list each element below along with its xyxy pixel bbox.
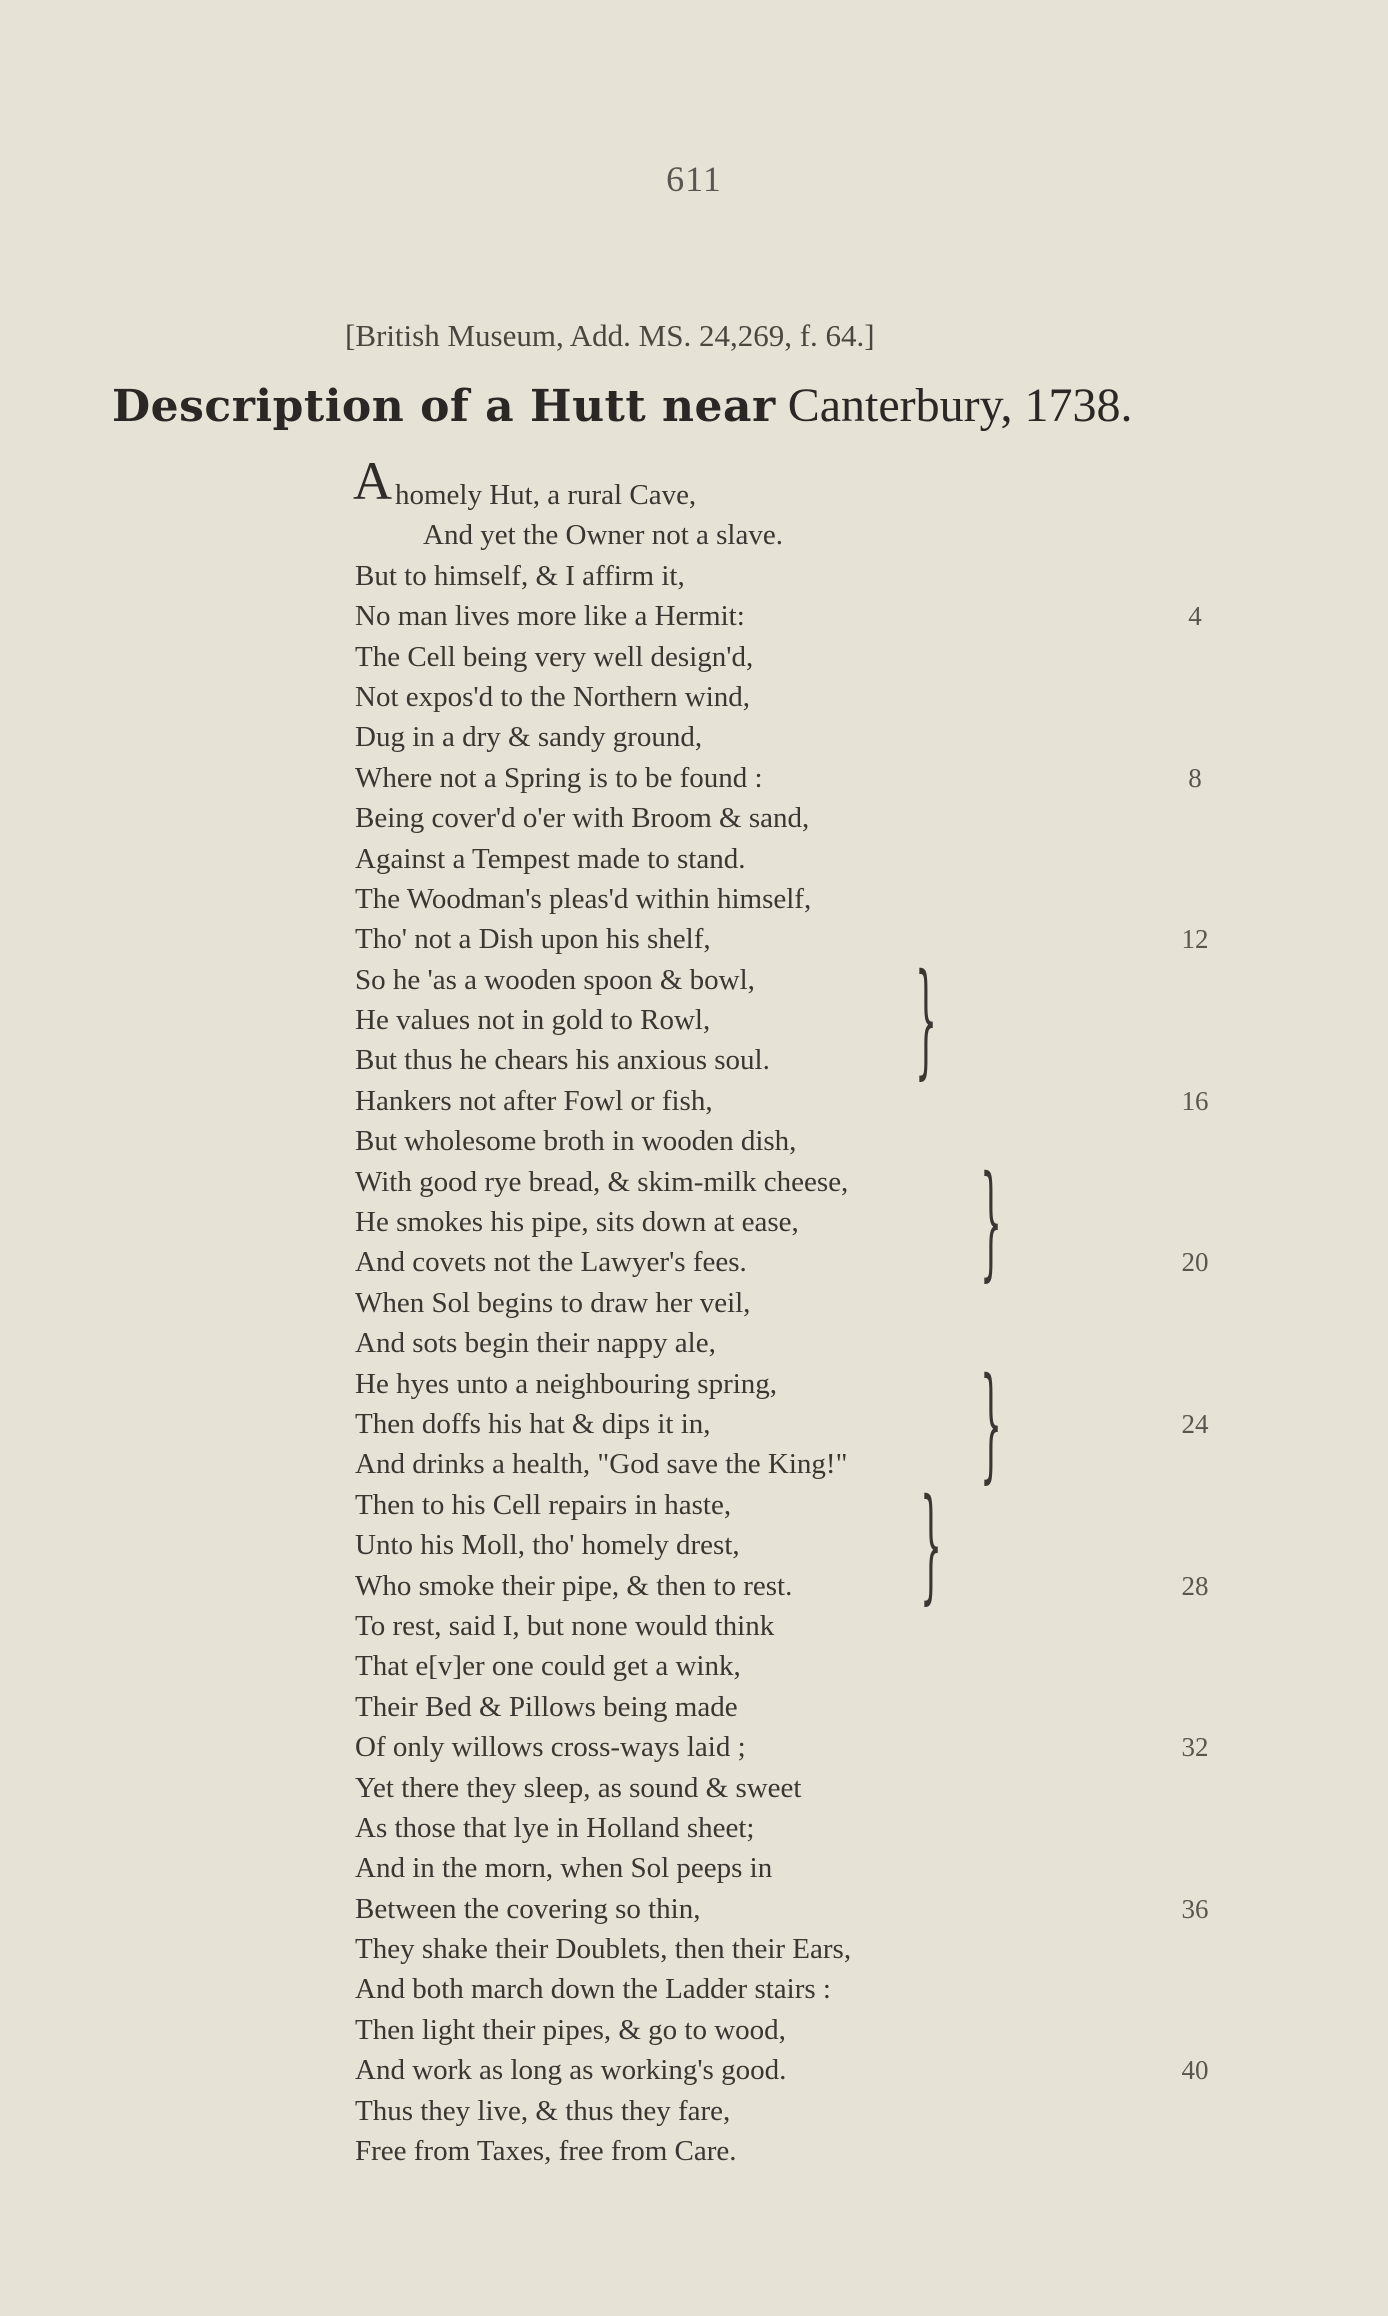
poem-line-text: Then light their pipes, & go to wood, bbox=[355, 2013, 786, 2046]
poem-line bbox=[353, 451, 1235, 515]
brace-mark: } bbox=[915, 947, 938, 1092]
source-citation: [British Museum, Add. MS. 24,269, f. 64.] bbox=[345, 318, 875, 353]
line-number: 20 bbox=[1181, 1247, 1209, 1278]
poem-line bbox=[355, 1202, 1235, 1242]
poem-line-text: Unto his Moll, tho' homely drest, bbox=[355, 1529, 740, 1562]
line-number: 8 bbox=[1188, 762, 1202, 793]
poem-line-text: He hyes unto a neighbouring spring, bbox=[355, 1367, 778, 1400]
poem-line bbox=[355, 879, 1235, 919]
poem-line bbox=[355, 1727, 1235, 1767]
poem-line bbox=[355, 596, 1235, 636]
poem-line-text: Where not a Spring is to be found : bbox=[355, 761, 763, 794]
poem-line-text: The Cell being very well design'd, bbox=[355, 640, 754, 673]
poem-line bbox=[355, 1444, 1235, 1484]
poem-line-text: Of only willows cross-ways laid ; bbox=[355, 1731, 746, 1764]
poem-line bbox=[355, 556, 1235, 596]
poem-line-text: Their Bed & Pillows being made bbox=[355, 1690, 738, 1723]
poem-line-text: When Sol begins to draw her veil, bbox=[355, 1286, 751, 1319]
poem-line-text: He smokes his pipe, sits down at ease, bbox=[355, 1206, 799, 1239]
poem-line bbox=[355, 1485, 1235, 1525]
poem-line bbox=[355, 2131, 1235, 2171]
poem bbox=[353, 451, 1235, 2171]
line-number: 4 bbox=[1188, 601, 1202, 632]
poem-line bbox=[355, 1162, 1235, 1202]
page-number: 611 bbox=[666, 159, 722, 199]
poem-line bbox=[355, 798, 1235, 838]
poem-line-text: Then doffs his hat & dips it in, bbox=[355, 1407, 711, 1440]
title-roman: Canterbury, 1738. bbox=[775, 379, 1133, 432]
brace-mark: } bbox=[980, 1149, 1003, 1294]
poem-line-text: And covets not the Lawyer's fees. bbox=[355, 1246, 747, 1279]
poem-line-text: And both march down the Ladder stairs : bbox=[355, 1973, 831, 2006]
poem-line-text: Between the covering so thin, bbox=[355, 1892, 701, 1925]
poem-line bbox=[355, 677, 1235, 717]
poem-line-text: Then to his Cell repairs in haste, bbox=[355, 1488, 732, 1521]
poem-line-text: Being cover'd o'er with Broom & sand, bbox=[355, 802, 810, 835]
poem-line bbox=[355, 1808, 1235, 1848]
poem-line bbox=[355, 1566, 1235, 1606]
poem-line-text: Hankers not after Fowl or fish, bbox=[355, 1084, 713, 1117]
poem-line bbox=[355, 1606, 1235, 1646]
poem-line-text: Thus they live, & thus they fare, bbox=[355, 2094, 731, 2127]
poem-line-text: That e[v]er one could get a wink, bbox=[355, 1650, 741, 1683]
line-number: 32 bbox=[1181, 1732, 1209, 1763]
poem-line-text: homely Hut, a rural Cave, bbox=[395, 479, 697, 511]
poem-line bbox=[355, 717, 1235, 757]
poem-line bbox=[355, 2050, 1235, 2090]
poem-line bbox=[355, 1040, 1235, 1080]
poem-line-text: But to himself, & I affirm it, bbox=[355, 559, 685, 592]
poem-line bbox=[355, 1525, 1235, 1565]
drop-cap: A bbox=[353, 451, 392, 511]
poem-line bbox=[355, 1081, 1235, 1121]
line-number: 40 bbox=[1181, 2055, 1209, 2086]
poem-line-text: No man lives more like a Hermit: bbox=[355, 600, 745, 633]
poem-line bbox=[355, 960, 1235, 1000]
poem-line-text: And work as long as working's good. bbox=[355, 2054, 787, 2087]
poem-line-text: They shake their Doublets, then their Ears, bbox=[355, 1933, 852, 1966]
poem-line bbox=[355, 1969, 1235, 2009]
poem-line-text: Yet there they sleep, as sound & sweet bbox=[355, 1771, 802, 1804]
line-number: 28 bbox=[1181, 1570, 1209, 1601]
poem-line-text: But wholesome broth in wooden dish, bbox=[355, 1125, 797, 1158]
line-number: 12 bbox=[1181, 924, 1209, 955]
poem-line bbox=[355, 1646, 1235, 1686]
poem-line-text: Tho' not a Dish upon his shelf, bbox=[355, 923, 711, 956]
brace-mark: } bbox=[980, 1351, 1003, 1496]
poem-line-text: The Woodman's pleas'd within himself, bbox=[355, 882, 812, 915]
poem-line bbox=[355, 1242, 1235, 1282]
poem-line-text: Free from Taxes, free from Care. bbox=[355, 2135, 737, 2168]
poem-line bbox=[355, 1929, 1235, 1969]
poem-line bbox=[355, 1889, 1235, 1929]
title-blackletter: Description of a Hutt near bbox=[112, 381, 776, 432]
poem-line bbox=[355, 919, 1235, 959]
brace-mark: } bbox=[920, 1473, 943, 1617]
poem-line-text: So he 'as a wooden spoon & bowl, bbox=[355, 963, 755, 996]
poem-line bbox=[355, 1323, 1235, 1363]
poem-line bbox=[355, 1768, 1235, 1808]
poem-line-text: And sots begin their nappy ale, bbox=[355, 1327, 716, 1360]
poem-line-text: But thus he chears his anxious soul. bbox=[355, 1044, 770, 1077]
poem-line bbox=[355, 2010, 1235, 2050]
poem-line bbox=[355, 637, 1235, 677]
poem-line bbox=[355, 1848, 1235, 1888]
poem-line bbox=[355, 1000, 1235, 1040]
poem-line bbox=[355, 1404, 1235, 1444]
poem-line bbox=[355, 1687, 1235, 1727]
poem-line-text: He values not in gold to Rowl, bbox=[355, 1004, 711, 1037]
poem-line bbox=[355, 1364, 1235, 1404]
line-number: 16 bbox=[1181, 1085, 1209, 1116]
poem-line-text: Not expos'd to the Northern wind, bbox=[355, 680, 751, 713]
poem-line bbox=[355, 839, 1235, 879]
poem-line-text: And drinks a health, "God save the King!" bbox=[355, 1448, 848, 1481]
poem-line bbox=[355, 1283, 1235, 1323]
line-number: 24 bbox=[1181, 1408, 1209, 1439]
poem-line bbox=[355, 515, 1235, 555]
poem-line-text: Dug in a dry & sandy ground, bbox=[355, 721, 703, 754]
poem-line-text: As those that lye in Holland sheet; bbox=[355, 1811, 755, 1844]
poem-line-text: With good rye bread, & skim-milk cheese, bbox=[355, 1165, 849, 1198]
line-number: 36 bbox=[1181, 1893, 1209, 1924]
poem-line bbox=[355, 758, 1235, 798]
poem-line-text: Against a Tempest made to stand. bbox=[355, 842, 746, 875]
poem-line-text: And in the morn, when Sol peeps in bbox=[355, 1852, 773, 1885]
poem-line bbox=[355, 1121, 1235, 1161]
poem-line bbox=[355, 2091, 1235, 2131]
poem-line-text: And yet the Owner not a slave. bbox=[423, 519, 783, 552]
poem-title bbox=[112, 378, 1133, 433]
poem-line-text: Who smoke their pipe, & then to rest. bbox=[355, 1569, 793, 1602]
poem-line-text: To rest, said I, but none would think bbox=[355, 1609, 775, 1642]
